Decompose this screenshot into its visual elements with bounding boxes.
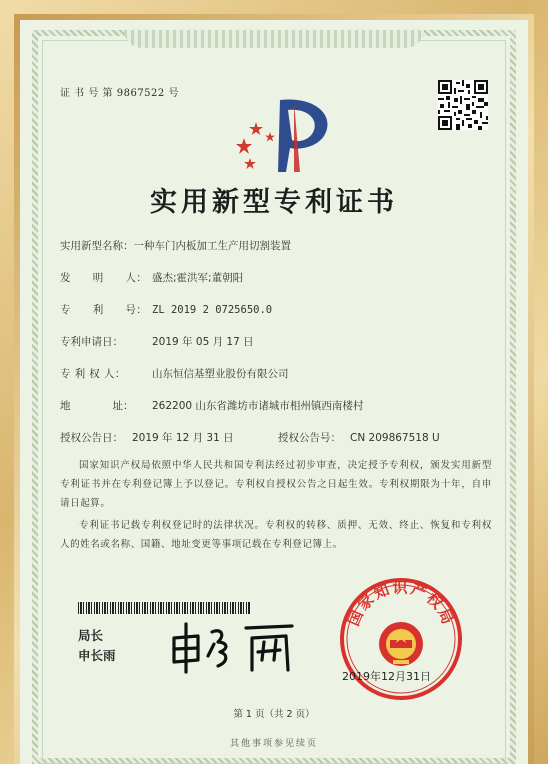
top-ornament (124, 30, 424, 48)
certificate-title: 实用新型专利证书 (150, 187, 398, 218)
qr-code-icon (438, 80, 488, 130)
inventor-row (60, 270, 243, 285)
certificate-number-value: 9867522 (116, 88, 165, 99)
utility-model-name-row (60, 238, 291, 253)
inventor-value: 盛杰;霍洪军;董朝阳 (152, 272, 244, 284)
patentee-row (60, 366, 289, 381)
director-title: 局长 (78, 628, 104, 643)
svg-text:国家知识产权局 (344, 579, 457, 629)
director-signature (168, 616, 298, 676)
seal-date: 2019年12月31日 (342, 670, 431, 683)
page-number: 第 1 页（共 2 页） (233, 709, 315, 720)
seal-text: 国家知识产权局 (344, 578, 458, 629)
address-row (60, 398, 363, 413)
certificate-number (60, 84, 179, 99)
national-emblem-icon (379, 622, 423, 666)
grant-date-value: 2019 年 12 月 31 日 (132, 432, 234, 444)
patentee-label: 专 利 权 人： (60, 368, 126, 380)
grant-date-row (60, 430, 234, 445)
certificate-number-label: 证 书 号 第 (60, 88, 114, 99)
patent-number-row (60, 302, 272, 317)
grant-date-label: 授权公告日： (60, 432, 123, 444)
filing-date-row (60, 334, 254, 349)
grant-number-row (278, 430, 440, 445)
director-name: 申长雨 (78, 648, 116, 663)
certificate-paper (20, 20, 528, 764)
paragraph-grant-statement: 国家知识产权局依照中华人民共和国专利法经过初步审查，决定授予专利权，颁发实用新型专利证书并在专利登记簿上予以登记。专利权自授权公告之日起生效。专利权期限为十年，自申请日起算。 (60, 460, 492, 509)
grant-number-label: 授权公告号： (278, 432, 341, 444)
continuation-note: 其他事项参见续页 (229, 739, 318, 749)
patent-number-value: ZL 2019 2 0725650.0 (152, 304, 273, 316)
filing-date-label: 专利申请日： (60, 336, 123, 348)
filing-date-value: 2019 年 05 月 17 日 (152, 336, 254, 348)
utility-model-name-label: 实用新型名称： (60, 240, 134, 252)
utility-model-name-value: 一种车门内板加工生产用切割装置 (133, 240, 291, 252)
certificate-number-suffix: 号 (168, 88, 179, 99)
patentee-value: 山东恒信基塑业股份有限公司 (152, 368, 289, 380)
address-value: 262200 山东省潍坊市诸城市相州镇西南楼村 (152, 400, 364, 412)
inventor-label: 发 明 人： (60, 272, 148, 284)
grant-number-value: CN 209867518 U (350, 432, 440, 444)
paragraph-legal-status: 专利证书记载专利权登记时的法律状况。专利权的转移、质押、无效、终止、恢复和专利权人的姓名或名称、国籍、地址变更等事项记载在专利登记簿上。 (60, 520, 492, 550)
barcode (78, 602, 250, 614)
patent-number-label: 专 利 号： (60, 304, 148, 316)
address-label: 地 址： (60, 400, 134, 412)
cnipa-logo-icon (236, 94, 340, 174)
